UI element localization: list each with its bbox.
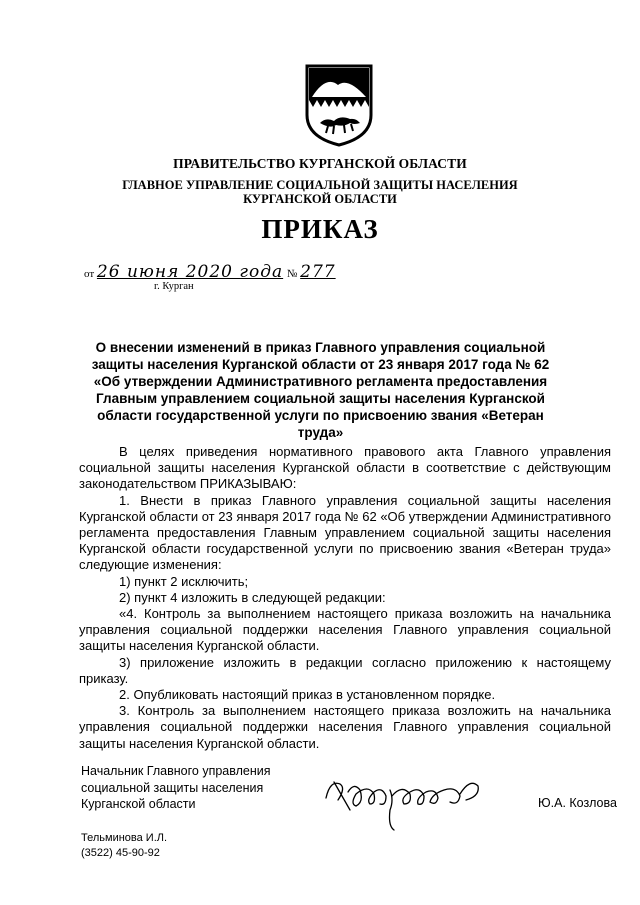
coat-of-arms-icon: [304, 63, 374, 147]
executor-name: Тельминова И.Л.: [81, 832, 168, 844]
paragraph-subitem-1: 1) пункт 2 исключить;: [119, 573, 249, 589]
executor-info: [81, 831, 167, 861]
handwritten-signature: [320, 770, 490, 840]
date-prefix: от: [84, 268, 95, 280]
document-date: 26 июня 2020 года: [96, 262, 284, 282]
signatory-position: [81, 763, 271, 813]
document-number: 277: [300, 262, 336, 282]
paragraph-subitem-2: 2) пункт 4 изложить в следующей редакции:: [119, 589, 386, 605]
executor-phone: (3522) 45-90-92: [81, 847, 160, 859]
paragraph-quoted-item-4: «4. Контроль за выполнением настоящего приказа возложить на начальника управления социальной поддержки населения Главного управления социальной защиты населения Курганской области.: [79, 606, 611, 654]
position-line-1: Начальник Главного управления: [81, 764, 271, 778]
paragraph-item-1: 1. Внести в приказ Главного управления социальной защиты населения Курганской области от 23 января 2017 года № 62 «Об утверждении Административного регламента предоставления Главным управлением социальной защиты населения Курганской области государственной услуги по присвоению звания «Ветеран труда» следующие изменения:: [79, 492, 611, 573]
signatory-name: Ю.А. Козлова: [538, 796, 617, 810]
number-sign: №: [286, 268, 298, 280]
paragraph-preamble: В целях приведения нормативного правового акта Главного управления социальной защиты населения Курганской области в соответствие с действующим законодательством ПРИКАЗЫВАЮ:: [79, 444, 611, 492]
department-line-1: ГЛАВНОЕ УПРАВЛЕНИЕ СОЦИАЛЬНОЙ ЗАЩИТЫ НАСЕЛЕНИЯ: [122, 178, 518, 192]
department-name: [0, 178, 640, 206]
document-subject: О внесении изменений в приказ Главного управления социальной защиты населения Курганской области от 23 января 2017 года № 62 «Об утверждении Административного регламента предоставления Главным управлением социальной защиты населения Курганской области государственной услуги по присвоению звания «Ветеран труда»: [91, 340, 550, 440]
position-line-3: Курганской области: [81, 797, 196, 811]
city: г. Курган: [154, 281, 194, 292]
government-name: ПРАВИТЕЛЬСТВО КУРГАНСКОЙ ОБЛАСТИ: [173, 156, 467, 171]
paragraph-subitem-3: 3) приложение изложить в редакции согласно приложению к настоящему приказу.: [79, 654, 611, 686]
department-line-2: КУРГАНСКОЙ ОБЛАСТИ: [243, 192, 397, 206]
paragraph-item-2: 2. Опубликовать настоящий приказ в установленном порядке.: [119, 687, 496, 703]
paragraph-item-3: 3. Контроль за выполнением настоящего приказа возложить на начальника управления социальной поддержки населения Главного управления социальной защиты населения Курганской области.: [79, 703, 611, 751]
document-type: ПРИКАЗ: [261, 214, 379, 244]
position-line-2: социальной защиты населения: [81, 780, 264, 795]
dateline: [84, 262, 346, 282]
document-body: [79, 444, 611, 752]
